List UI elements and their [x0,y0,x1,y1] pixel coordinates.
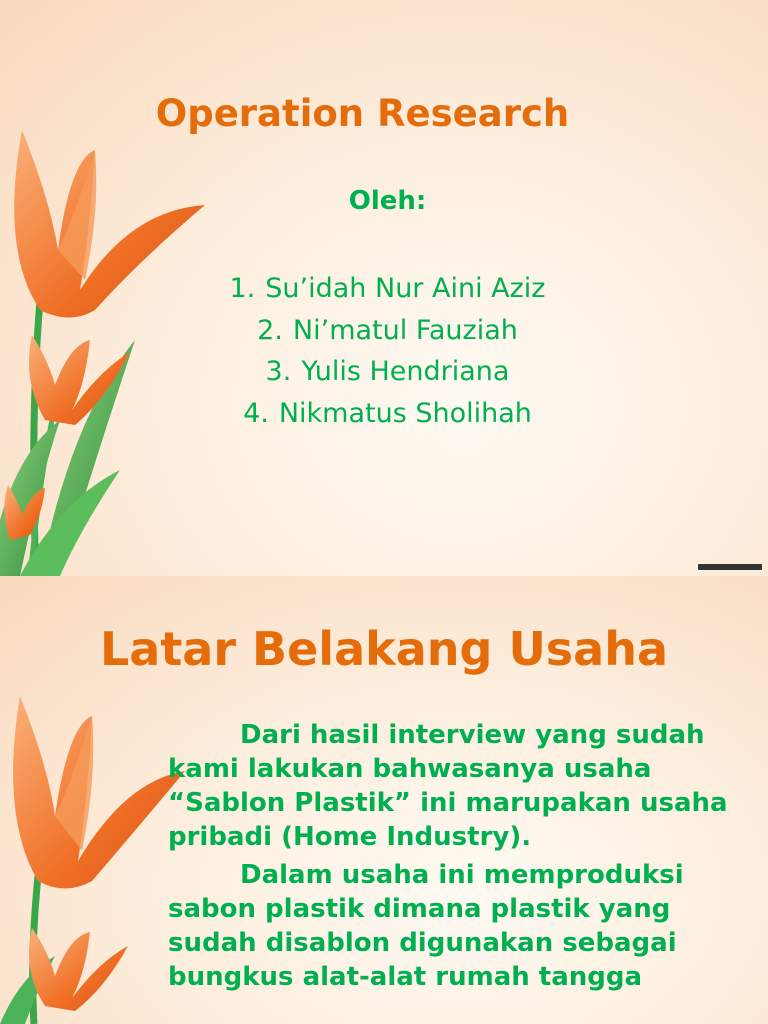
list-number: 1. [229,273,256,304]
slide-2 [0,576,768,1024]
member-name: Ni’matul Fauziah [292,314,518,346]
slide-body [168,718,738,998]
list-item [0,310,768,352]
slide-title: Latar Belakang Usaha [99,622,669,676]
member-name: Yulis Hendriana [301,356,510,387]
author-label: Oleh: [348,186,427,216]
slide-title: Operation Research [155,92,570,135]
member-name: Nikmatus Sholihah [278,397,532,429]
list-number: 2. [257,314,283,346]
member-list [0,268,768,434]
image-credit-mark [698,564,762,570]
list-number: 3. [265,356,292,387]
member-name: Su’idah Nur Aini Aziz [265,273,546,304]
list-item [0,268,768,310]
paragraph: Dalam usaha ini memproduksi sabon plastik dimana plastik yang sudah disablon digunakan sebagai bungkus alat-alat rumah tangga [168,860,684,992]
list-item [0,351,768,393]
list-number: 4. [243,397,269,429]
list-item [0,393,768,435]
paragraph: Dari hasil interview yang sudah kami lakukan bahwasanya usaha “Sablon Plastik” ini marupakan usaha pribadi (Home Industry). [168,720,728,852]
